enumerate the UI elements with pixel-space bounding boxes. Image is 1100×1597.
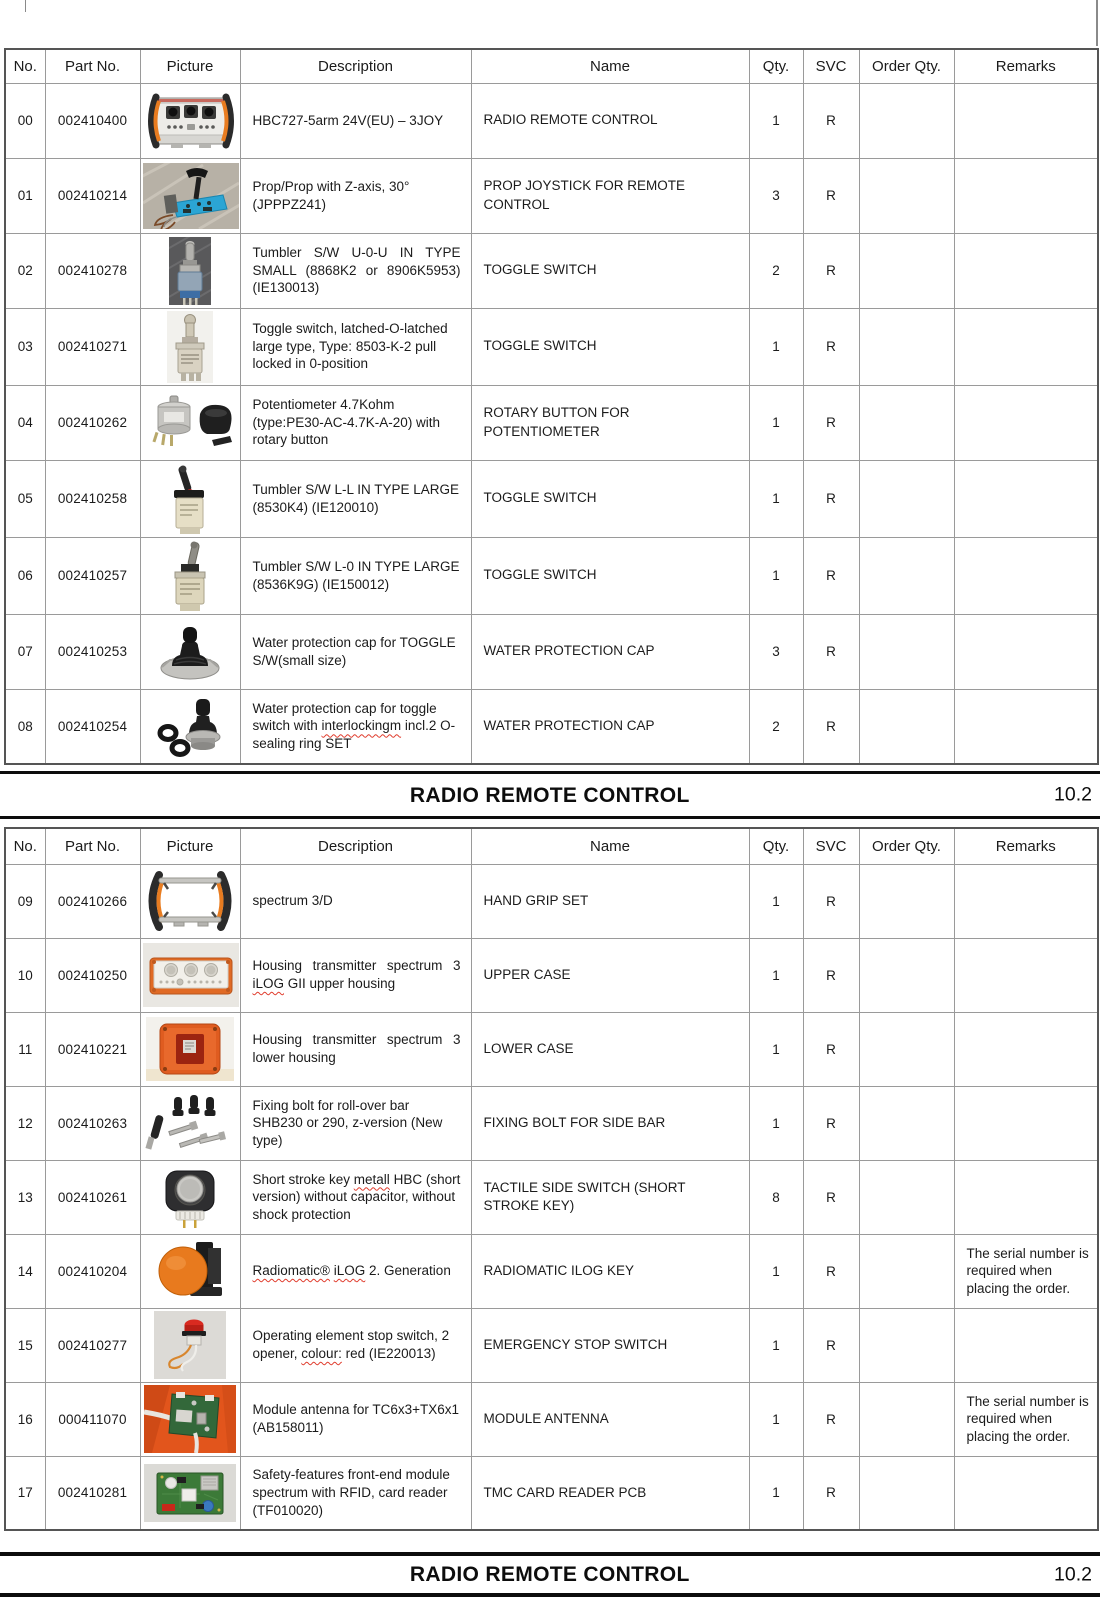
column-header-order-qty: Order Qty. bbox=[859, 828, 954, 864]
part-number: 002410257 bbox=[45, 537, 140, 614]
picture-toggle-ll bbox=[166, 463, 214, 535]
part-qty: 1 bbox=[749, 537, 803, 614]
part-number: 002410277 bbox=[45, 1308, 140, 1382]
row-number: 11 bbox=[5, 1012, 45, 1086]
row-number: 12 bbox=[5, 1086, 45, 1160]
section-rule bbox=[0, 1593, 1100, 1597]
column-header-qty: Qty. bbox=[749, 828, 803, 864]
part-description: Operating element stop switch, 2 opener, colour: red (IE220013) bbox=[240, 1308, 471, 1382]
part-qty: 1 bbox=[749, 1308, 803, 1382]
part-description: Tumbler S/W L-L IN TYPE LARGE (8530K4) (IE120010) bbox=[240, 460, 471, 537]
row-number: 01 bbox=[5, 158, 45, 233]
row-number: 10 bbox=[5, 938, 45, 1012]
picture-ilog-key bbox=[150, 1238, 230, 1304]
part-description: HBC727-5arm 24V(EU) – 3JOY bbox=[240, 83, 471, 158]
part-description: Prop/Prop with Z-axis, 30° (JPPPZ241) bbox=[240, 158, 471, 233]
column-header-no: No. bbox=[5, 49, 45, 83]
part-picture-cell bbox=[140, 158, 240, 233]
part-svc: R bbox=[803, 158, 859, 233]
row-number: 17 bbox=[5, 1456, 45, 1530]
column-header-picture: Picture bbox=[140, 49, 240, 83]
order-qty-cell bbox=[859, 689, 954, 764]
part-description: Safety-features front-end module spectrum with RFID, card reader (TF010020) bbox=[240, 1456, 471, 1530]
part-qty: 1 bbox=[749, 1086, 803, 1160]
table-row bbox=[5, 158, 1098, 233]
part-qty: 1 bbox=[749, 1012, 803, 1086]
order-qty-cell bbox=[859, 83, 954, 158]
table-row bbox=[5, 1012, 1098, 1086]
part-qty: 1 bbox=[749, 1234, 803, 1308]
part-qty: 1 bbox=[749, 308, 803, 385]
table-row bbox=[5, 689, 1098, 764]
part-svc: R bbox=[803, 308, 859, 385]
part-remarks bbox=[954, 83, 1098, 158]
part-svc: R bbox=[803, 1456, 859, 1530]
part-remarks bbox=[954, 460, 1098, 537]
part-picture-cell bbox=[140, 308, 240, 385]
part-picture-cell bbox=[140, 614, 240, 689]
part-qty: 2 bbox=[749, 689, 803, 764]
row-number: 16 bbox=[5, 1382, 45, 1456]
part-qty: 3 bbox=[749, 614, 803, 689]
section-number: 10.2 bbox=[1054, 1563, 1092, 1585]
part-qty: 1 bbox=[749, 1382, 803, 1456]
part-svc: R bbox=[803, 1086, 859, 1160]
part-name: LOWER CASE bbox=[471, 1012, 749, 1086]
part-qty: 1 bbox=[749, 83, 803, 158]
part-description: Water protection cap for toggle switch with interlockingm incl.2 O-sealing ring SET bbox=[240, 689, 471, 764]
table-row bbox=[5, 938, 1098, 1012]
picture-potentiometer bbox=[146, 394, 234, 452]
order-qty-cell bbox=[859, 1086, 954, 1160]
section-banner bbox=[0, 774, 1100, 816]
order-qty-cell bbox=[859, 537, 954, 614]
order-qty-cell bbox=[859, 938, 954, 1012]
part-svc: R bbox=[803, 1308, 859, 1382]
page-crop-artifact-right bbox=[1096, 0, 1098, 46]
part-svc: R bbox=[803, 233, 859, 308]
part-name: TOGGLE SWITCH bbox=[471, 308, 749, 385]
part-svc: R bbox=[803, 83, 859, 158]
part-remarks bbox=[954, 308, 1098, 385]
section-banner bbox=[0, 1556, 1100, 1593]
part-picture-cell bbox=[140, 1012, 240, 1086]
parts-table-lower bbox=[4, 827, 1099, 1531]
part-svc: R bbox=[803, 460, 859, 537]
picture-antenna bbox=[144, 1385, 236, 1453]
table-row bbox=[5, 1382, 1098, 1456]
column-header-description: Description bbox=[240, 828, 471, 864]
part-description: Radiomatic® iLOG 2. Generation bbox=[240, 1234, 471, 1308]
part-svc: R bbox=[803, 689, 859, 764]
part-picture-cell bbox=[140, 1382, 240, 1456]
picture-reader-pcb bbox=[144, 1464, 236, 1522]
order-qty-cell bbox=[859, 864, 954, 938]
part-qty: 1 bbox=[749, 938, 803, 1012]
part-name: MODULE ANTENNA bbox=[471, 1382, 749, 1456]
column-header-svc: SVC bbox=[803, 828, 859, 864]
part-svc: R bbox=[803, 938, 859, 1012]
column-header-picture: Picture bbox=[140, 828, 240, 864]
part-qty: 1 bbox=[749, 1456, 803, 1530]
part-remarks bbox=[954, 614, 1098, 689]
part-remarks bbox=[954, 689, 1098, 764]
row-number: 13 bbox=[5, 1160, 45, 1234]
order-qty-cell bbox=[859, 614, 954, 689]
part-description: Short stroke key metall HBC (short version) without capacitor, without shock protection bbox=[240, 1160, 471, 1234]
picture-cap-set bbox=[153, 695, 227, 757]
picture-toggle-l0 bbox=[167, 540, 213, 612]
order-qty-cell bbox=[859, 460, 954, 537]
part-number: 002410250 bbox=[45, 938, 140, 1012]
part-svc: R bbox=[803, 1382, 859, 1456]
row-number: 15 bbox=[5, 1308, 45, 1382]
part-picture-cell bbox=[140, 385, 240, 460]
part-number: 002410262 bbox=[45, 385, 140, 460]
part-description: Fixing bolt for roll-over bar SHB230 or 290, z-version (New type) bbox=[240, 1086, 471, 1160]
row-number: 03 bbox=[5, 308, 45, 385]
part-remarks bbox=[954, 537, 1098, 614]
part-qty: 2 bbox=[749, 233, 803, 308]
picture-cap-small bbox=[150, 622, 230, 682]
picture-upper-case bbox=[143, 943, 239, 1007]
order-qty-cell bbox=[859, 1456, 954, 1530]
table-row bbox=[5, 1308, 1098, 1382]
row-number: 09 bbox=[5, 864, 45, 938]
part-svc: R bbox=[803, 864, 859, 938]
part-remarks bbox=[954, 1160, 1098, 1234]
row-number: 06 bbox=[5, 537, 45, 614]
part-remarks bbox=[954, 1456, 1098, 1530]
order-qty-cell bbox=[859, 1382, 954, 1456]
part-name: TOGGLE SWITCH bbox=[471, 233, 749, 308]
part-picture-cell bbox=[140, 83, 240, 158]
part-svc: R bbox=[803, 614, 859, 689]
part-remarks: The serial number is required when placing the order. bbox=[954, 1234, 1098, 1308]
part-picture-cell bbox=[140, 938, 240, 1012]
row-number: 02 bbox=[5, 233, 45, 308]
table-row bbox=[5, 83, 1098, 158]
table-header bbox=[5, 49, 1098, 83]
section-title: RADIO REMOTE CONTROL bbox=[410, 1562, 690, 1586]
part-number: 002410261 bbox=[45, 1160, 140, 1234]
column-header-remarks: Remarks bbox=[954, 49, 1098, 83]
part-svc: R bbox=[803, 537, 859, 614]
part-name: WATER PROTECTION CAP bbox=[471, 614, 749, 689]
row-number: 00 bbox=[5, 83, 45, 158]
part-name: TOGGLE SWITCH bbox=[471, 460, 749, 537]
part-number: 002410221 bbox=[45, 1012, 140, 1086]
column-header-qty: Qty. bbox=[749, 49, 803, 83]
order-qty-cell bbox=[859, 308, 954, 385]
picture-lower-case bbox=[146, 1017, 234, 1081]
part-qty: 1 bbox=[749, 864, 803, 938]
part-name: RADIOMATIC ILOG KEY bbox=[471, 1234, 749, 1308]
part-number: 002410400 bbox=[45, 83, 140, 158]
part-description: Tumbler S/W L-0 IN TYPE LARGE (8536K9G) (IE150012) bbox=[240, 537, 471, 614]
part-name: UPPER CASE bbox=[471, 938, 749, 1012]
page-crop-artifact-left bbox=[25, 0, 26, 12]
table-row bbox=[5, 1160, 1098, 1234]
column-header-remarks: Remarks bbox=[954, 828, 1098, 864]
part-picture-cell bbox=[140, 1234, 240, 1308]
part-number: 002410263 bbox=[45, 1086, 140, 1160]
table-row bbox=[5, 864, 1098, 938]
part-number: 002410254 bbox=[45, 689, 140, 764]
part-description: Water protection cap for TOGGLE S/W(small size) bbox=[240, 614, 471, 689]
part-name: FIXING BOLT FOR SIDE BAR bbox=[471, 1086, 749, 1160]
part-qty: 1 bbox=[749, 385, 803, 460]
part-name: EMERGENCY STOP SWITCH bbox=[471, 1308, 749, 1382]
order-qty-cell bbox=[859, 1012, 954, 1086]
part-name: ROTARY BUTTON FOR POTENTIOMETER bbox=[471, 385, 749, 460]
part-number: 000411070 bbox=[45, 1382, 140, 1456]
table-row bbox=[5, 233, 1098, 308]
part-description: Housing transmitter spectrum 3 lower housing bbox=[240, 1012, 471, 1086]
picture-estop bbox=[154, 1311, 226, 1379]
table-row bbox=[5, 385, 1098, 460]
column-header-name: Name bbox=[471, 49, 749, 83]
order-qty-cell bbox=[859, 1160, 954, 1234]
section-number: 10.2 bbox=[1054, 783, 1092, 806]
column-header-svc: SVC bbox=[803, 49, 859, 83]
table-row bbox=[5, 537, 1098, 614]
part-description: Tumbler S/W U-0-U IN TYPE SMALL (8868K2 or 8906K5953) (IE130013) bbox=[240, 233, 471, 308]
part-remarks bbox=[954, 233, 1098, 308]
table-row bbox=[5, 460, 1098, 537]
top-margin bbox=[0, 0, 1100, 48]
order-qty-cell bbox=[859, 158, 954, 233]
part-number: 002410204 bbox=[45, 1234, 140, 1308]
part-picture-cell bbox=[140, 1086, 240, 1160]
part-name: TOGGLE SWITCH bbox=[471, 537, 749, 614]
part-number: 002410258 bbox=[45, 460, 140, 537]
part-qty: 1 bbox=[749, 460, 803, 537]
part-description: Housing transmitter spectrum 3 iLOG GII upper housing bbox=[240, 938, 471, 1012]
order-qty-cell bbox=[859, 233, 954, 308]
picture-fixing-bolts bbox=[144, 1093, 236, 1153]
picture-prop-joystick bbox=[143, 163, 239, 229]
part-number: 002410266 bbox=[45, 864, 140, 938]
table-row bbox=[5, 1456, 1098, 1530]
row-number: 08 bbox=[5, 689, 45, 764]
column-header-name: Name bbox=[471, 828, 749, 864]
part-name: TMC CARD READER PCB bbox=[471, 1456, 749, 1530]
part-description: Potentiometer 4.7Kohm (type:PE30-AC-4.7K-A-20) with rotary button bbox=[240, 385, 471, 460]
part-number: 002410278 bbox=[45, 233, 140, 308]
table-row bbox=[5, 1086, 1098, 1160]
part-description: Toggle switch, latched-O-latched large type, Type: 8503-K-2 pull locked in 0-position bbox=[240, 308, 471, 385]
part-name: TACTILE SIDE SWITCH (SHORT STROKE KEY) bbox=[471, 1160, 749, 1234]
table-row bbox=[5, 1234, 1098, 1308]
part-number: 002410281 bbox=[45, 1456, 140, 1530]
part-picture-cell bbox=[140, 460, 240, 537]
part-picture-cell bbox=[140, 864, 240, 938]
picture-stroke-key bbox=[151, 1165, 229, 1229]
part-remarks bbox=[954, 158, 1098, 233]
part-name: RADIO REMOTE CONTROL bbox=[471, 83, 749, 158]
column-header-description: Description bbox=[240, 49, 471, 83]
picture-toggle-small bbox=[169, 237, 211, 305]
order-qty-cell bbox=[859, 385, 954, 460]
part-qty: 8 bbox=[749, 1160, 803, 1234]
part-remarks bbox=[954, 385, 1098, 460]
part-picture-cell bbox=[140, 1160, 240, 1234]
part-svc: R bbox=[803, 385, 859, 460]
table-row bbox=[5, 614, 1098, 689]
order-qty-cell bbox=[859, 1308, 954, 1382]
row-number: 05 bbox=[5, 460, 45, 537]
column-header-part-no: Part No. bbox=[45, 828, 140, 864]
part-number: 002410214 bbox=[45, 158, 140, 233]
row-number: 04 bbox=[5, 385, 45, 460]
row-number: 14 bbox=[5, 1234, 45, 1308]
part-name: PROP JOYSTICK FOR REMOTE CONTROL bbox=[471, 158, 749, 233]
table-header bbox=[5, 828, 1098, 864]
picture-toggle-latched bbox=[167, 311, 213, 383]
part-svc: R bbox=[803, 1234, 859, 1308]
part-description: Module antenna for TC6x3+TX6x1 (AB158011) bbox=[240, 1382, 471, 1456]
part-picture-cell bbox=[140, 1308, 240, 1382]
part-remarks bbox=[954, 1012, 1098, 1086]
parts-table-upper bbox=[4, 48, 1099, 765]
column-header-part-no: Part No. bbox=[45, 49, 140, 83]
part-remarks: The serial number is required when placing the order. bbox=[954, 1382, 1098, 1456]
table-row bbox=[5, 308, 1098, 385]
part-remarks bbox=[954, 1086, 1098, 1160]
column-header-no: No. bbox=[5, 828, 45, 864]
part-number: 002410271 bbox=[45, 308, 140, 385]
part-picture-cell bbox=[140, 1456, 240, 1530]
part-number: 002410253 bbox=[45, 614, 140, 689]
part-remarks bbox=[954, 1308, 1098, 1382]
picture-remote-control bbox=[143, 90, 239, 152]
part-name: HAND GRIP SET bbox=[471, 864, 749, 938]
row-number: 07 bbox=[5, 614, 45, 689]
picture-hand-grip bbox=[144, 870, 236, 932]
part-remarks bbox=[954, 938, 1098, 1012]
part-name: WATER PROTECTION CAP bbox=[471, 689, 749, 764]
column-header-order-qty: Order Qty. bbox=[859, 49, 954, 83]
part-picture-cell bbox=[140, 233, 240, 308]
order-qty-cell bbox=[859, 1234, 954, 1308]
section-title: RADIO REMOTE CONTROL bbox=[410, 782, 690, 807]
part-description: spectrum 3/D bbox=[240, 864, 471, 938]
part-qty: 3 bbox=[749, 158, 803, 233]
part-remarks bbox=[954, 864, 1098, 938]
part-svc: R bbox=[803, 1012, 859, 1086]
part-svc: R bbox=[803, 1160, 859, 1234]
part-picture-cell bbox=[140, 689, 240, 764]
part-picture-cell bbox=[140, 537, 240, 614]
